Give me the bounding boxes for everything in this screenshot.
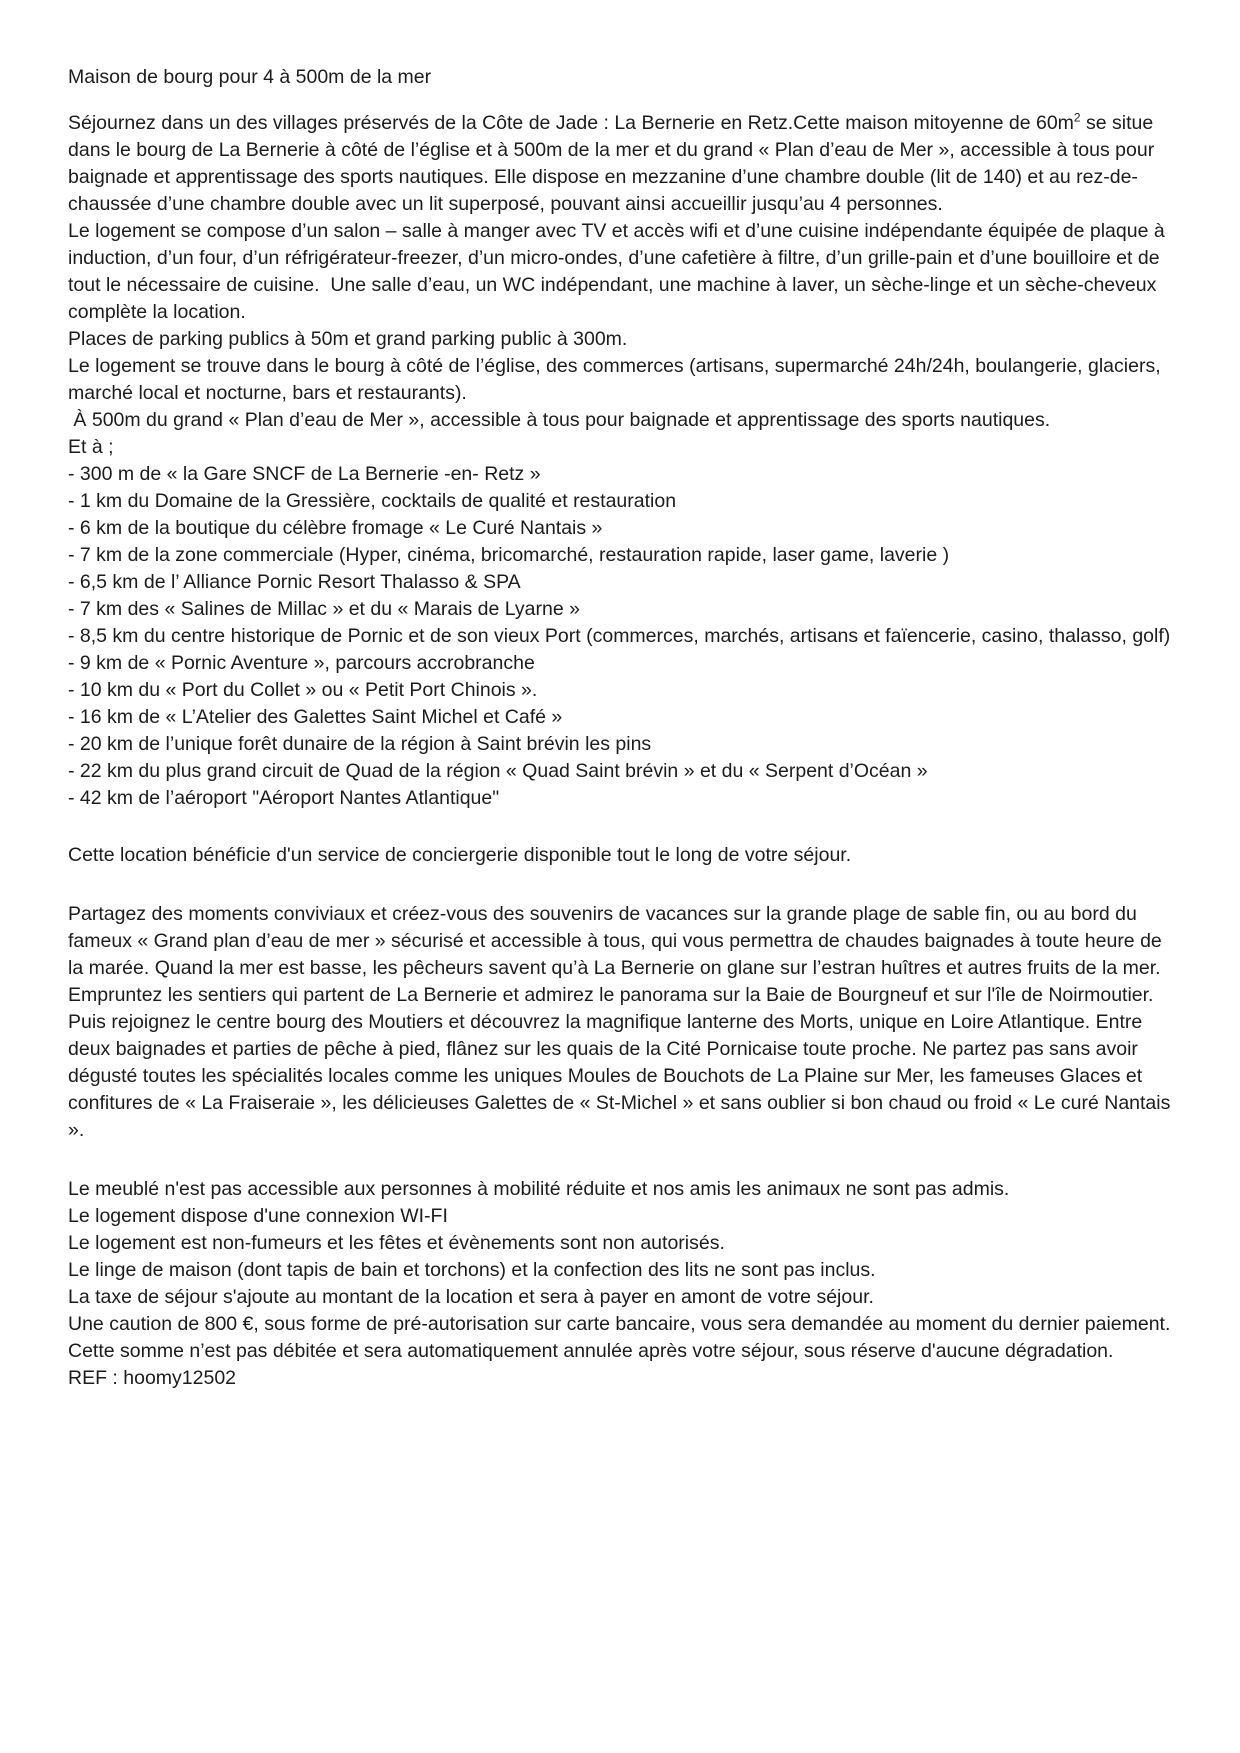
distance-item: - 10 km du « Port du Collet » ou « Petit Port Chinois ». [68, 679, 538, 701]
distance-item: - 22 km du plus grand circuit de Quad de la région « Quad Saint brévin » et du « Serpent d’Océan » [68, 760, 928, 782]
reference-line: REF : hoomy12502 [68, 1367, 237, 1389]
amenities-paragraph: Le logement se compose d’un salon – salle à manger avec TV et accès wifi et d’une cuisine indépendante équipée de plaque à induction, d’un four, d’un réfrigérateur-freezer, d’un micro-ondes, d’une cafetière à filtre, d’un grille-pain et d’une bouilloire et de tout le nécessaire de cuisine. Une salle d’eau, un WC indépendant, une machine à laver, un sèche-linge et un sèche-cheveux complète la location. [68, 220, 1171, 323]
intro-text-before-sup: Séjournez dans un des villages préservés de la Côte de Jade : La Bernerie en Retz.Cette maison mitoyenne de 60m [68, 112, 1074, 134]
condition-tax-line: La taxe de séjour s'ajoute au montant de la location et sera à payer en amont de votre séjour. [68, 1286, 874, 1308]
distance-item: - 8,5 km du centre historique de Pornic et de son vieux Port (commerces, marchés, artisans et faïencerie, casino, thalasso, golf) [68, 625, 1171, 647]
spacer [68, 1144, 1175, 1176]
distance-item: - 6,5 km de l’ Alliance Pornic Resort Thalasso & SPA [68, 571, 521, 593]
condition-accessibility-line: Le meublé n'est pas accessible aux personnes à mobilité réduite et nos amis les animaux ne sont pas admis. [68, 1178, 1010, 1200]
intro-text-after-sup: se situe dans le bourg de La Bernerie à côté de l’église et à 500m de la mer et du grand « Plan d’eau de Mer », accessible à tous pour baignade et apprentissage des sports nautiques. Elle dispose en mezzanine d’une chambre double (lit de 140) et au rez-de-chaussée d’une chambre double avec un lit superposé, pouvant ainsi accueillir jusqu’au 4 personnes. [68, 112, 1160, 215]
spacer [68, 869, 1175, 901]
distances-list [68, 461, 1175, 812]
location-line: Le logement se trouve dans le bourg à côté de l’église, des commerces (artisans, supermarché 24h/24h, boulangerie, glaciers, marché local et nocturne, bars et restaurants). [68, 355, 1167, 404]
condition-wifi-line: Le logement dispose d'une connexion WI-FI [68, 1205, 448, 1227]
condition-deposit-line: Une caution de 800 €, sous forme de pré-autorisation sur carte bancaire, vous sera demandée au moment du dernier paiement. Cette somme n’est pas débitée et sera automatiquement annulée après votre séjour, sous réserve d'aucune dégradation. [68, 1313, 1176, 1362]
intro-paragraph [68, 110, 1175, 218]
conditions-block [68, 1176, 1175, 1392]
surroundings-paragraph: Partagez des moments conviviaux et créez-vous des souvenirs de vacances sur la grande plage de sable fin, ou au bord du fameux « Grand plan d’eau de mer » sécurisé et accessible à tous, qui vous permettra de chaudes baignades à toute heure de la marée. Quand la mer est basse, les pêcheurs savent qu’à La Bernerie on glane sur l’estran huîtres et autres fruits de la mer. Empruntez les sentiers qui partent de La Bernerie et admirez le panorama sur la Baie de Bourgneuf et sur l'île de Noirmoutier. Puis rejoignez le centre bourg des Moutiers et découvrez la magnifique lanterne des Morts, unique en Loire Atlantique. Entre deux baignades et parties de pêche à pied, flânez sur les quais de la Cité Pornicaise toute proche. Ne partez pas sans avoir dégusté toutes les spécialités locales comme les uniques Moules de Bouchots de La Plaine sur Mer, les fameuses Glaces et confitures de « La Fraiseraie », les délicieuses Galettes de « St-Michel » et sans oublier si bon chaud ou froid « Le curé Nantais ». [68, 903, 1176, 1141]
distance-item: - 1 km du Domaine de la Gressière, cocktails de qualité et restauration [68, 490, 677, 512]
distance-item: - 7 km de la zone commerciale (Hyper, cinéma, bricomarché, restauration rapide, laser game, laverie ) [68, 544, 950, 566]
condition-linen-line: Le linge de maison (dont tapis de bain et torchons) et la confection des lits ne sont pas inclus. [68, 1259, 876, 1281]
plan-eau-line: À 500m du grand « Plan d’eau de Mer », accessible à tous pour baignade et apprentissage des sports nautiques. [68, 409, 1051, 431]
page-title: Maison de bourg pour 4 à 500m de la mer [68, 66, 432, 88]
distance-item: - 42 km de l’aéroport "Aéroport Nantes Atlantique" [68, 787, 500, 809]
distance-item: - 9 km de « Pornic Aventure », parcours accrobranche [68, 652, 535, 674]
et-a-line: Et à ; [68, 436, 114, 458]
parking-line: Places de parking publics à 50m et grand parking public à 300m. [68, 328, 628, 350]
distance-item: - 20 km de l’unique forêt dunaire de la région à Saint brévin les pins [68, 733, 652, 755]
distance-item: - 7 km des « Salines de Millac » et du « Marais de Lyarne » [68, 598, 580, 620]
spacer [68, 812, 1175, 842]
distance-item: - 300 m de « la Gare SNCF de La Bernerie -en- Retz » [68, 463, 541, 485]
distance-item: - 6 km de la boutique du célèbre fromage « Le Curé Nantais » [68, 517, 603, 539]
intro-superscript-2: 2 [1073, 110, 1081, 125]
condition-smoking-line: Le logement est non-fumeurs et les fêtes et évènements sont non autorisés. [68, 1232, 725, 1254]
concierge-paragraph: Cette location bénéficie d'un service de conciergerie disponible tout le long de votre séjour. [68, 844, 852, 866]
distance-item: - 16 km de « L’Atelier des Galettes Saint Michel et Café » [68, 706, 563, 728]
